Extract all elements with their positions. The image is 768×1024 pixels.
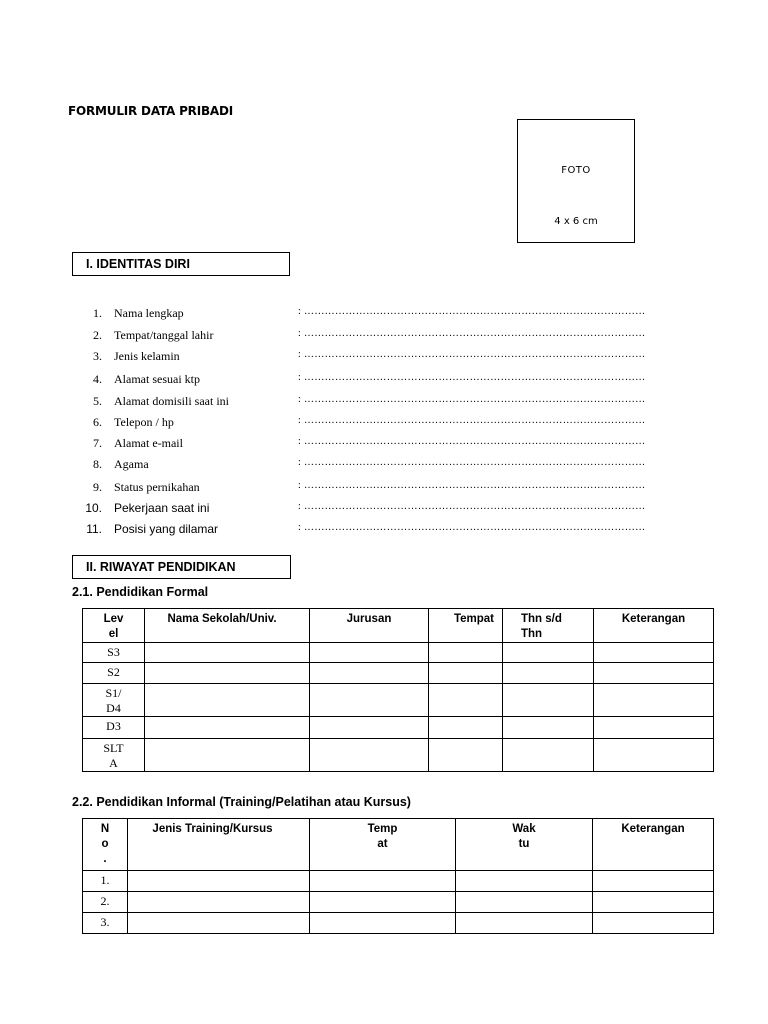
empty-cell	[429, 717, 503, 739]
field-dotted-line: : ………………………………………………………………………………………	[298, 372, 646, 383]
section-education-heading: II. RIWAYAT PENDIDIKAN	[72, 555, 291, 579]
photo-placeholder	[517, 119, 635, 243]
empty-cell	[128, 913, 310, 934]
empty-cell	[145, 684, 310, 717]
field-row	[0, 501, 768, 519]
informal-education-heading: 2.2. Pendidikan Informal (Training/Pelatihan atau Kursus)	[72, 795, 411, 809]
section-identity-heading: I. IDENTITAS DIRI	[72, 252, 290, 276]
field-row	[0, 328, 768, 346]
empty-cell	[594, 684, 714, 717]
formal-header-cell: Thn s/d Thn	[503, 609, 594, 643]
informal-header-cell: Wak tu	[456, 819, 593, 871]
field-row	[0, 457, 768, 475]
field-label: Alamat domisili saat ini	[114, 394, 229, 408]
field-label: Agama	[114, 457, 149, 471]
field-number: 7.	[93, 436, 102, 450]
formal-header-cell: Tempat	[429, 609, 503, 643]
empty-cell	[593, 871, 714, 892]
field-dotted-line: : ………………………………………………………………………………………	[298, 457, 646, 468]
empty-cell	[593, 913, 714, 934]
field-row	[0, 436, 768, 454]
informal-row	[83, 892, 714, 913]
photo-size: 4 x 6 cm	[554, 216, 598, 227]
field-label: Telepon / hp	[114, 415, 174, 429]
field-number: 1.	[93, 306, 102, 320]
field-label: Pekerjaan saat ini	[114, 501, 210, 515]
empty-cell	[145, 739, 310, 772]
informal-header-cell: Keterangan	[593, 819, 714, 871]
field-row	[0, 306, 768, 324]
field-number: 11.	[86, 522, 102, 536]
empty-cell	[503, 663, 594, 684]
empty-cell	[594, 663, 714, 684]
field-row	[0, 349, 768, 367]
field-dotted-line: : ………………………………………………………………………………………	[298, 328, 646, 339]
empty-cell	[310, 892, 456, 913]
field-label: Jenis kelamin	[114, 349, 180, 363]
field-dotted-line: : ………………………………………………………………………………………	[298, 394, 646, 405]
formal-header-cell: Keterangan	[594, 609, 714, 643]
informal-education-table	[82, 818, 714, 934]
empty-cell	[310, 663, 429, 684]
empty-cell	[593, 892, 714, 913]
field-number: 9.	[93, 480, 102, 494]
row-number-cell: 2.	[83, 892, 128, 913]
empty-cell	[429, 684, 503, 717]
informal-header-cell: Temp at	[310, 819, 456, 871]
formal-header-cell: Lev el	[83, 609, 145, 643]
empty-cell	[310, 643, 429, 663]
field-label: Posisi yang dilamar	[114, 522, 219, 536]
field-row	[0, 480, 768, 498]
formal-education-heading: 2.1. Pendidikan Formal	[72, 585, 209, 599]
empty-cell	[145, 643, 310, 663]
field-number: 10.	[85, 501, 102, 515]
field-number: 5.	[93, 394, 102, 408]
field-label: Alamat e-mail	[114, 436, 183, 450]
empty-cell	[429, 663, 503, 684]
education-level-cell: S3	[83, 643, 145, 663]
empty-cell	[503, 717, 594, 739]
empty-cell	[456, 871, 593, 892]
field-label: Nama lengkap	[114, 306, 184, 320]
empty-cell	[145, 717, 310, 739]
field-row	[0, 372, 768, 390]
photo-label: FOTO	[561, 165, 591, 176]
field-dotted-line: : ………………………………………………………………………………………	[298, 349, 646, 360]
empty-cell	[594, 739, 714, 772]
field-dotted-line: : ………………………………………………………………………………………	[298, 501, 646, 512]
field-dotted-line: : ………………………………………………………………………………………	[298, 306, 646, 317]
empty-cell	[128, 871, 310, 892]
empty-cell	[594, 717, 714, 739]
empty-cell	[310, 871, 456, 892]
education-level-cell: SLT A	[83, 739, 145, 772]
field-dotted-line: : ………………………………………………………………………………………	[298, 415, 646, 426]
field-dotted-line: : ………………………………………………………………………………………	[298, 480, 646, 491]
empty-cell	[310, 739, 429, 772]
row-number-cell: 3.	[83, 913, 128, 934]
field-number: 6.	[93, 415, 102, 429]
empty-cell	[429, 643, 503, 663]
empty-cell	[503, 684, 594, 717]
empty-cell	[128, 892, 310, 913]
row-number-cell: 1.	[83, 871, 128, 892]
field-number: 3.	[93, 349, 102, 363]
field-row	[0, 415, 768, 433]
field-row	[0, 394, 768, 412]
field-number: 2.	[93, 328, 102, 342]
empty-cell	[429, 739, 503, 772]
empty-cell	[594, 643, 714, 663]
field-row	[0, 522, 768, 540]
field-dotted-line: : ………………………………………………………………………………………	[298, 436, 646, 447]
field-label: Status pernikahan	[114, 480, 200, 494]
empty-cell	[503, 643, 594, 663]
education-level-cell: S2	[83, 663, 145, 684]
field-dotted-line: : ………………………………………………………………………………………	[298, 522, 646, 533]
education-level-cell: D3	[83, 717, 145, 739]
formal-row	[83, 663, 714, 684]
field-label: Tempat/tanggal lahir	[114, 328, 214, 342]
formal-row	[83, 739, 714, 772]
empty-cell	[456, 892, 593, 913]
empty-cell	[310, 717, 429, 739]
formal-header-cell: Jurusan	[310, 609, 429, 643]
empty-cell	[310, 684, 429, 717]
empty-cell	[456, 913, 593, 934]
form-title: FORMULIR DATA PRIBADI	[68, 104, 234, 118]
empty-cell	[310, 913, 456, 934]
field-label: Alamat sesuai ktp	[114, 372, 200, 386]
formal-header-cell: Nama Sekolah/Univ.	[145, 609, 310, 643]
informal-row	[83, 871, 714, 892]
formal-row	[83, 717, 714, 739]
informal-header-cell: Jenis Training/Kursus	[128, 819, 310, 871]
formal-education-table	[82, 608, 714, 772]
informal-header-cell: N o .	[83, 819, 128, 871]
informal-row	[83, 913, 714, 934]
field-number: 4.	[93, 372, 102, 386]
empty-cell	[145, 663, 310, 684]
formal-row	[83, 684, 714, 717]
field-number: 8.	[93, 457, 102, 471]
formal-row	[83, 643, 714, 663]
empty-cell	[503, 739, 594, 772]
education-level-cell: S1/ D4	[83, 684, 145, 717]
